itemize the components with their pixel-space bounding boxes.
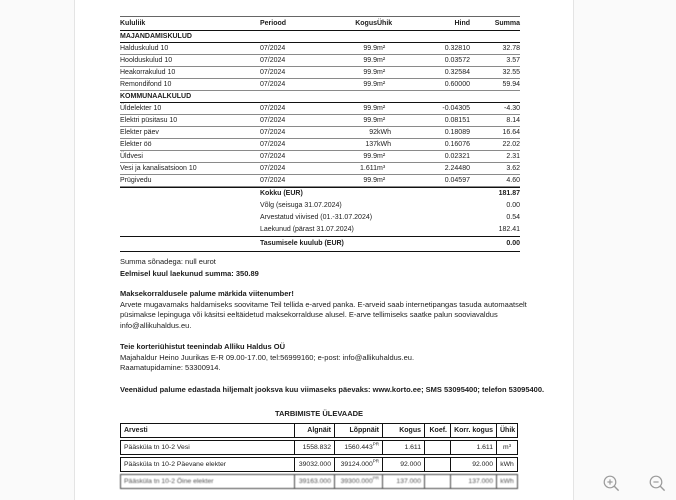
cell-quantity: 137 xyxy=(325,139,377,151)
note-title: Teie korteriühistut teenindab Alliku Haldus OÜ xyxy=(120,342,286,351)
cell-quantity: 99.9 xyxy=(325,67,377,79)
cell-unit: kWh xyxy=(377,139,412,151)
cell-quantity: 99.9 xyxy=(325,115,377,127)
cell-period: 07/2024 xyxy=(260,175,325,187)
cell-cost-name: Vesi ja kanalisatsioon 10 xyxy=(120,163,260,175)
summary-value: 0.00 xyxy=(506,202,520,209)
cell-sum: 2.31 xyxy=(470,151,520,163)
cell-price: 0.16076 xyxy=(412,139,470,151)
cell-unit: m² xyxy=(377,55,412,67)
col-header-algnait: Algnäit xyxy=(295,423,335,438)
note-paragraph xyxy=(120,289,554,331)
table-row xyxy=(120,115,520,127)
cell-quantity: 1.611 xyxy=(325,163,377,175)
summary-label: Tasumisele kuulub (EUR) xyxy=(260,237,470,252)
table-row xyxy=(120,127,520,139)
cell-period: 07/2024 xyxy=(260,163,325,175)
col-header-koef: Koef. xyxy=(425,423,451,438)
cell-quantity: 99.9 xyxy=(325,79,377,91)
cell-corrected-quantity: 92.000 xyxy=(451,457,497,472)
cell-period: 07/2024 xyxy=(260,151,325,163)
cell-meter-name: Pääsküla tn 10-2 Päevane elekter xyxy=(120,457,295,472)
cell-unit: m² xyxy=(377,43,412,55)
meter-row xyxy=(120,457,518,472)
cell-unit: kWh xyxy=(497,474,518,489)
table-row xyxy=(120,43,520,55)
cell-price: 0.08151 xyxy=(412,115,470,127)
cell-start-reading: 39032.000 xyxy=(295,457,335,472)
table-row xyxy=(120,103,520,115)
cell-coefficient xyxy=(425,457,451,472)
summary-row xyxy=(120,224,520,237)
cell-cost-name: Üldvesi xyxy=(120,151,260,163)
col-header-summa: Summa xyxy=(470,17,520,31)
cell-corrected-quantity: 137.000 xyxy=(451,474,497,489)
summary-value: 0.00 xyxy=(470,237,520,252)
cell-unit: kWh xyxy=(377,127,412,139)
col-header-kululiik: Kululiik xyxy=(120,17,260,31)
cell-meter-name: Pääsküla tn 10-2 Öine elekter xyxy=(120,474,295,489)
cell-sum: 3.62 xyxy=(470,163,520,175)
cell-price: 0.03572 xyxy=(412,55,470,67)
reading-source-flag: PR xyxy=(372,441,379,447)
cell-unit: kWh xyxy=(497,457,518,472)
cell-period: 07/2024 xyxy=(260,103,325,115)
cell-price: 0.04597 xyxy=(412,175,470,187)
previous-month-total: Eelmisel kuul laekunud summa: 350.89 xyxy=(120,269,259,278)
cell-period: 07/2024 xyxy=(260,55,325,67)
cell-start-reading: 1558.832 xyxy=(295,440,335,455)
col-header-korr-kogus: Korr. kogus xyxy=(451,423,497,438)
cell-end-reading: $1560.443^{PR}$ xyxy=(335,440,383,455)
cell-unit: m³ xyxy=(497,440,518,455)
summary-row xyxy=(120,212,520,224)
summary-value: 181.87 xyxy=(470,188,520,201)
cell-start-reading: 39163.000 xyxy=(295,474,335,489)
cell-price: 0.18089 xyxy=(412,127,470,139)
table-row xyxy=(120,163,520,175)
cell-period: 07/2024 xyxy=(260,115,325,127)
summary-value: 0.54 xyxy=(506,214,520,221)
cost-table xyxy=(120,16,520,187)
col-header-kogus: Kogus xyxy=(325,17,377,31)
cell-price: -0.04305 xyxy=(412,103,470,115)
summary-table xyxy=(120,187,520,252)
note-line: Majahaldur Heino Juurikas E-R 09.00-17.00, tel:56999160; e-post: info@allikuhaldus.eu. xyxy=(120,352,415,362)
summary-label: Kokku (EUR) xyxy=(260,188,470,201)
cell-unit: m² xyxy=(377,175,412,187)
table-row xyxy=(120,151,520,163)
document-page xyxy=(74,0,574,500)
section-label: MAJANDAMISKULUD xyxy=(120,31,520,43)
zoom-out-icon xyxy=(648,474,668,494)
summary-spacer xyxy=(120,200,260,212)
cell-sum: 16.64 xyxy=(470,127,520,139)
cell-cost-name: Halduskulud 10 xyxy=(120,43,260,55)
cell-quantity: 1.611 xyxy=(383,440,425,455)
meter-row xyxy=(120,474,518,489)
cell-sum: 8.14 xyxy=(470,115,520,127)
table-row xyxy=(120,79,520,91)
cell-quantity: 92 xyxy=(325,127,377,139)
note-line: Raamatupidamine: 53300914. xyxy=(120,363,221,372)
cell-unit: m² xyxy=(377,67,412,79)
cell-sum: 59.94 xyxy=(470,79,520,91)
cell-quantity: 99.9 xyxy=(325,43,377,55)
note-title: Maksekorraldusele palume märkida viitenumber! xyxy=(120,289,294,298)
note-title: Veenäidud palume edastada hiljemalt jooksva kuu viimaseks päevaks: www.korto.ee; SMS 53095400; telefon 53095400. xyxy=(120,384,545,394)
invoice-content xyxy=(120,16,545,491)
cell-corrected-quantity: 1.611 xyxy=(451,440,497,455)
cell-end-reading: $39124.000^{PR}$ xyxy=(335,457,383,472)
cell-price: 0.32584 xyxy=(412,67,470,79)
cell-unit: m³ xyxy=(377,163,412,175)
cell-price: 0.60000 xyxy=(412,79,470,91)
cell-unit: m² xyxy=(377,115,412,127)
summary-spacer xyxy=(120,237,260,252)
consumption-table xyxy=(120,421,518,491)
cell-quantity: 99.9 xyxy=(325,175,377,187)
summary-spacer xyxy=(120,188,260,201)
col-header-arvesti: Arvesti xyxy=(120,423,295,438)
cell-cost-name: Elektri püsitasu 10 xyxy=(120,115,260,127)
zoom-out-button[interactable] xyxy=(648,474,668,494)
consumption-title: TARBIMISTE ÜLEVAADE xyxy=(274,409,364,418)
meter-row xyxy=(120,440,518,455)
cell-sum: 22.02 xyxy=(470,139,520,151)
cell-sum: 32.55 xyxy=(470,67,520,79)
cell-unit: m² xyxy=(377,151,412,163)
table-row xyxy=(120,67,520,79)
cell-period: 07/2024 xyxy=(260,139,325,151)
summary-label: Laekunud (pärast 31.07.2024) xyxy=(260,226,354,233)
cell-cost-name: Elekter päev xyxy=(120,127,260,139)
cell-meter-name: Pääsküla tn 10-2 Vesi xyxy=(120,440,295,455)
cell-period: 07/2024 xyxy=(260,67,325,79)
section-label: KOMMUNAALKULUD xyxy=(120,91,520,103)
summary-spacer xyxy=(120,224,260,237)
cell-end-reading: $39300.000^{PR}$ xyxy=(335,474,383,489)
cell-sum: 4.60 xyxy=(470,175,520,187)
cell-cost-name: Hoolduskulud 10 xyxy=(120,55,260,67)
cell-price: 0.02321 xyxy=(412,151,470,163)
cell-quantity: 92.000 xyxy=(383,457,425,472)
cell-cost-name: Prügivedu xyxy=(120,175,260,187)
note-paragraph xyxy=(120,385,554,396)
viewer-controls xyxy=(602,474,668,494)
summary-row xyxy=(120,188,520,201)
cell-unit: m² xyxy=(377,79,412,91)
table-row xyxy=(120,175,520,187)
section-row xyxy=(120,31,520,43)
col-header-kogus2: Kogus xyxy=(383,423,425,438)
cell-sum: 3.57 xyxy=(470,55,520,67)
col-header-uhik2: Ühik xyxy=(497,423,518,438)
reading-source-flag: PR xyxy=(372,458,379,464)
cell-cost-name: Heakorrakulud 10 xyxy=(120,67,260,79)
summary-value: 182.41 xyxy=(498,226,520,233)
cell-quantity: 137.000 xyxy=(383,474,425,489)
table-row xyxy=(120,139,520,151)
note-line: Arvete mugavamaks haldamiseks soovitame Teil tellida e-arved panka. E-arveid saab internetipangas tasuda automaatselt püsimakse lepinguga või käsitsi eeltäidetud maksekorralduse alusel. E-arve tellimiseks saatke palun sooviavaldus info@allikuhaldus.eu. xyxy=(120,299,527,330)
cell-sum: -4.30 xyxy=(470,103,520,115)
table-row xyxy=(120,55,520,67)
cell-price: 0.32810 xyxy=(412,43,470,55)
summary-spacer xyxy=(120,212,260,224)
cell-cost-name: Üldelekter 10 xyxy=(120,103,260,115)
amount-in-words: Summa sõnadega: null eurot xyxy=(120,257,216,266)
summary-label: Arvestatud viivised (01.-31.07.2024) xyxy=(260,214,373,221)
zoom-in-button[interactable] xyxy=(602,474,622,494)
consumption-header-row xyxy=(120,423,518,438)
col-header-hind: Hind xyxy=(412,17,470,31)
cell-quantity: 99.9 xyxy=(325,55,377,67)
cell-sum: 32.78 xyxy=(470,43,520,55)
summary-row xyxy=(120,200,520,212)
cost-table-header-row xyxy=(120,17,520,31)
cell-period: 07/2024 xyxy=(260,127,325,139)
notes-section xyxy=(120,289,545,395)
col-header-periood: Periood xyxy=(260,17,325,31)
note-paragraph xyxy=(120,342,554,374)
cell-cost-name: Remondifond 10 xyxy=(120,79,260,91)
cell-period: 07/2024 xyxy=(260,43,325,55)
summary-row xyxy=(120,237,520,252)
section-row xyxy=(120,91,520,103)
reading-source-flag: PR xyxy=(372,475,379,481)
cell-period: 07/2024 xyxy=(260,79,325,91)
zoom-in-icon xyxy=(602,474,622,494)
cell-cost-name: Elekter öö xyxy=(120,139,260,151)
cell-coefficient xyxy=(425,474,451,489)
summary-label: Võlg (seisuga 31.07.2024) xyxy=(260,202,342,209)
cell-quantity: 99.9 xyxy=(325,103,377,115)
cell-unit: m² xyxy=(377,103,412,115)
col-header-loppnait: Lõppnäit xyxy=(335,423,383,438)
cell-price: 2.24480 xyxy=(412,163,470,175)
cell-quantity: 99.9 xyxy=(325,151,377,163)
col-header-uhik: Ühik xyxy=(377,17,412,31)
cell-coefficient xyxy=(425,440,451,455)
